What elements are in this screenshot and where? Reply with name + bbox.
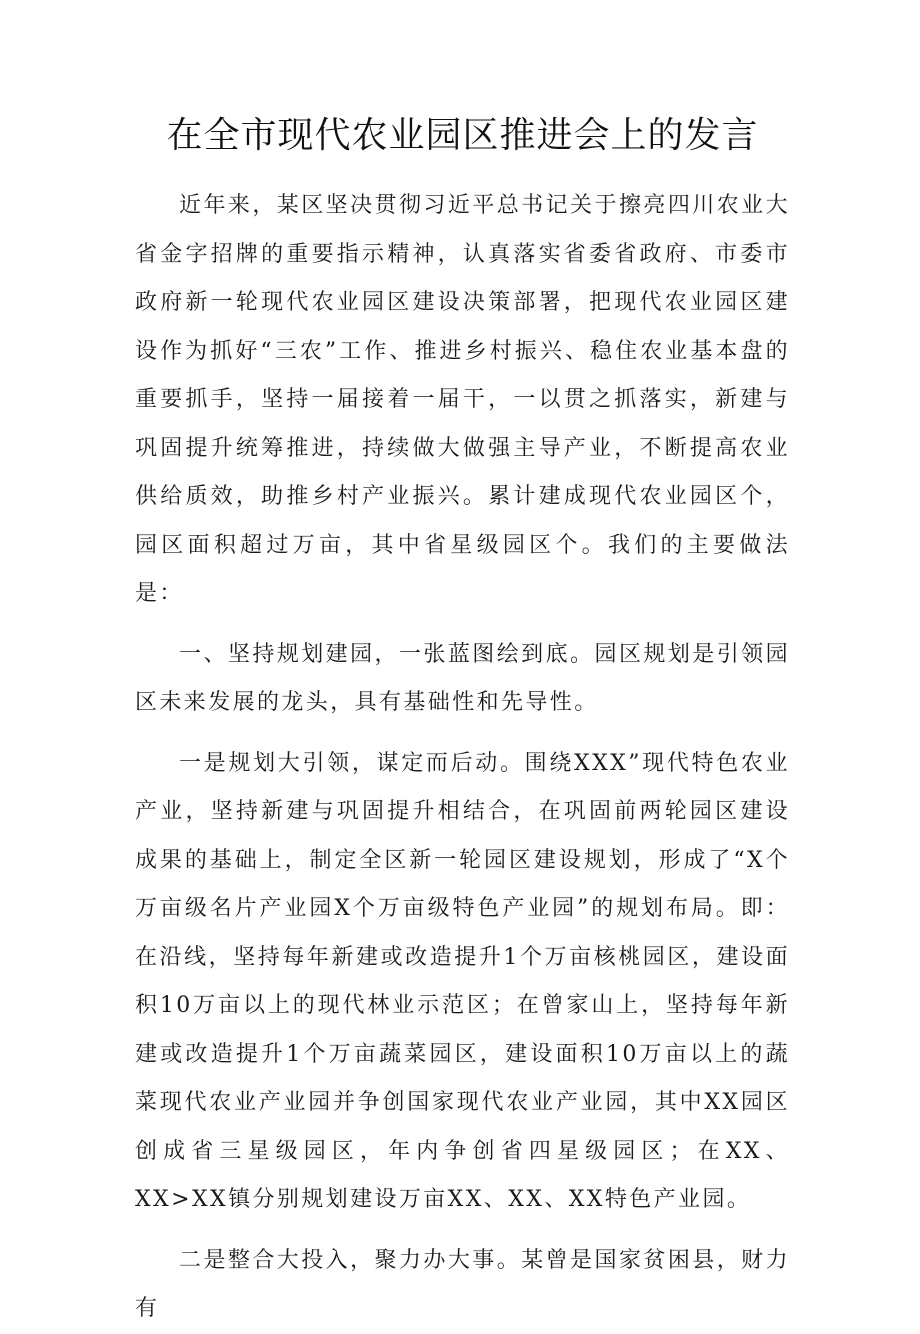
paragraph-gap — [135, 1225, 790, 1237]
paragraph-point-one: 一是规划大引领，谋定而后动。围绕XXX”现代特色农业产业，坚持新建与巩固提升相结合，在巩固前两轮园区建设成果的基础上，制定全区新一轮园区建设规划，形成了“X个万亩级名片产业园X个万亩级特色产业园”的规划布局。即：在沿线，坚持每年新建或改造提升1个万亩核桃园区，建设面积10万亩以上的现代林业示范区；在曾家山上，坚持每年新建或改造提升1个万亩蔬菜园区，建设面积10万亩以上的蔬菜现代农业产业园并争创国家现代农业产业园，其中XX园区创成省三星级园区，年内争创省四星级园区；在XX、XX>XX镇分别规划建设万亩XX、XX、XX特色产业园。 — [135, 750, 790, 1212]
paragraph-gap — [135, 728, 790, 740]
paragraph-point-two: 二是整合大投入，聚力办大事。某曾是国家贫困县，财力有 — [135, 1247, 790, 1321]
document-title: 在全市现代农业园区推进会上的发言 — [166, 115, 759, 156]
paragraph-intro: 近年来，某区坚决贯彻习近平总书记关于擦亮四川农业大省金字招牌的重要指示精神，认真落实省委省政府、市委市政府新一轮现代农业园区建设决策部署，把现代农业园区建设作为抓好“三农”工作、推进乡村振兴、稳住农业基本盘的重要抓手，坚持一届接着一届干，一以贯之抓落实，新建与巩固提升统筹推进，持续做大做强主导产业，不断提高农业供给质效，助推乡村产业振兴。累计建成现代农业园区个，园区面积超过万亩，其中省星级园区个。我们的主要做法是： — [135, 193, 790, 606]
paragraph-gap — [135, 619, 790, 631]
paragraph-section-one-heading: 一、坚持规划建园，一张蓝图绘到底。园区规划是引领园区未来发展的龙头，具有基础性和先导性。 — [135, 641, 790, 715]
